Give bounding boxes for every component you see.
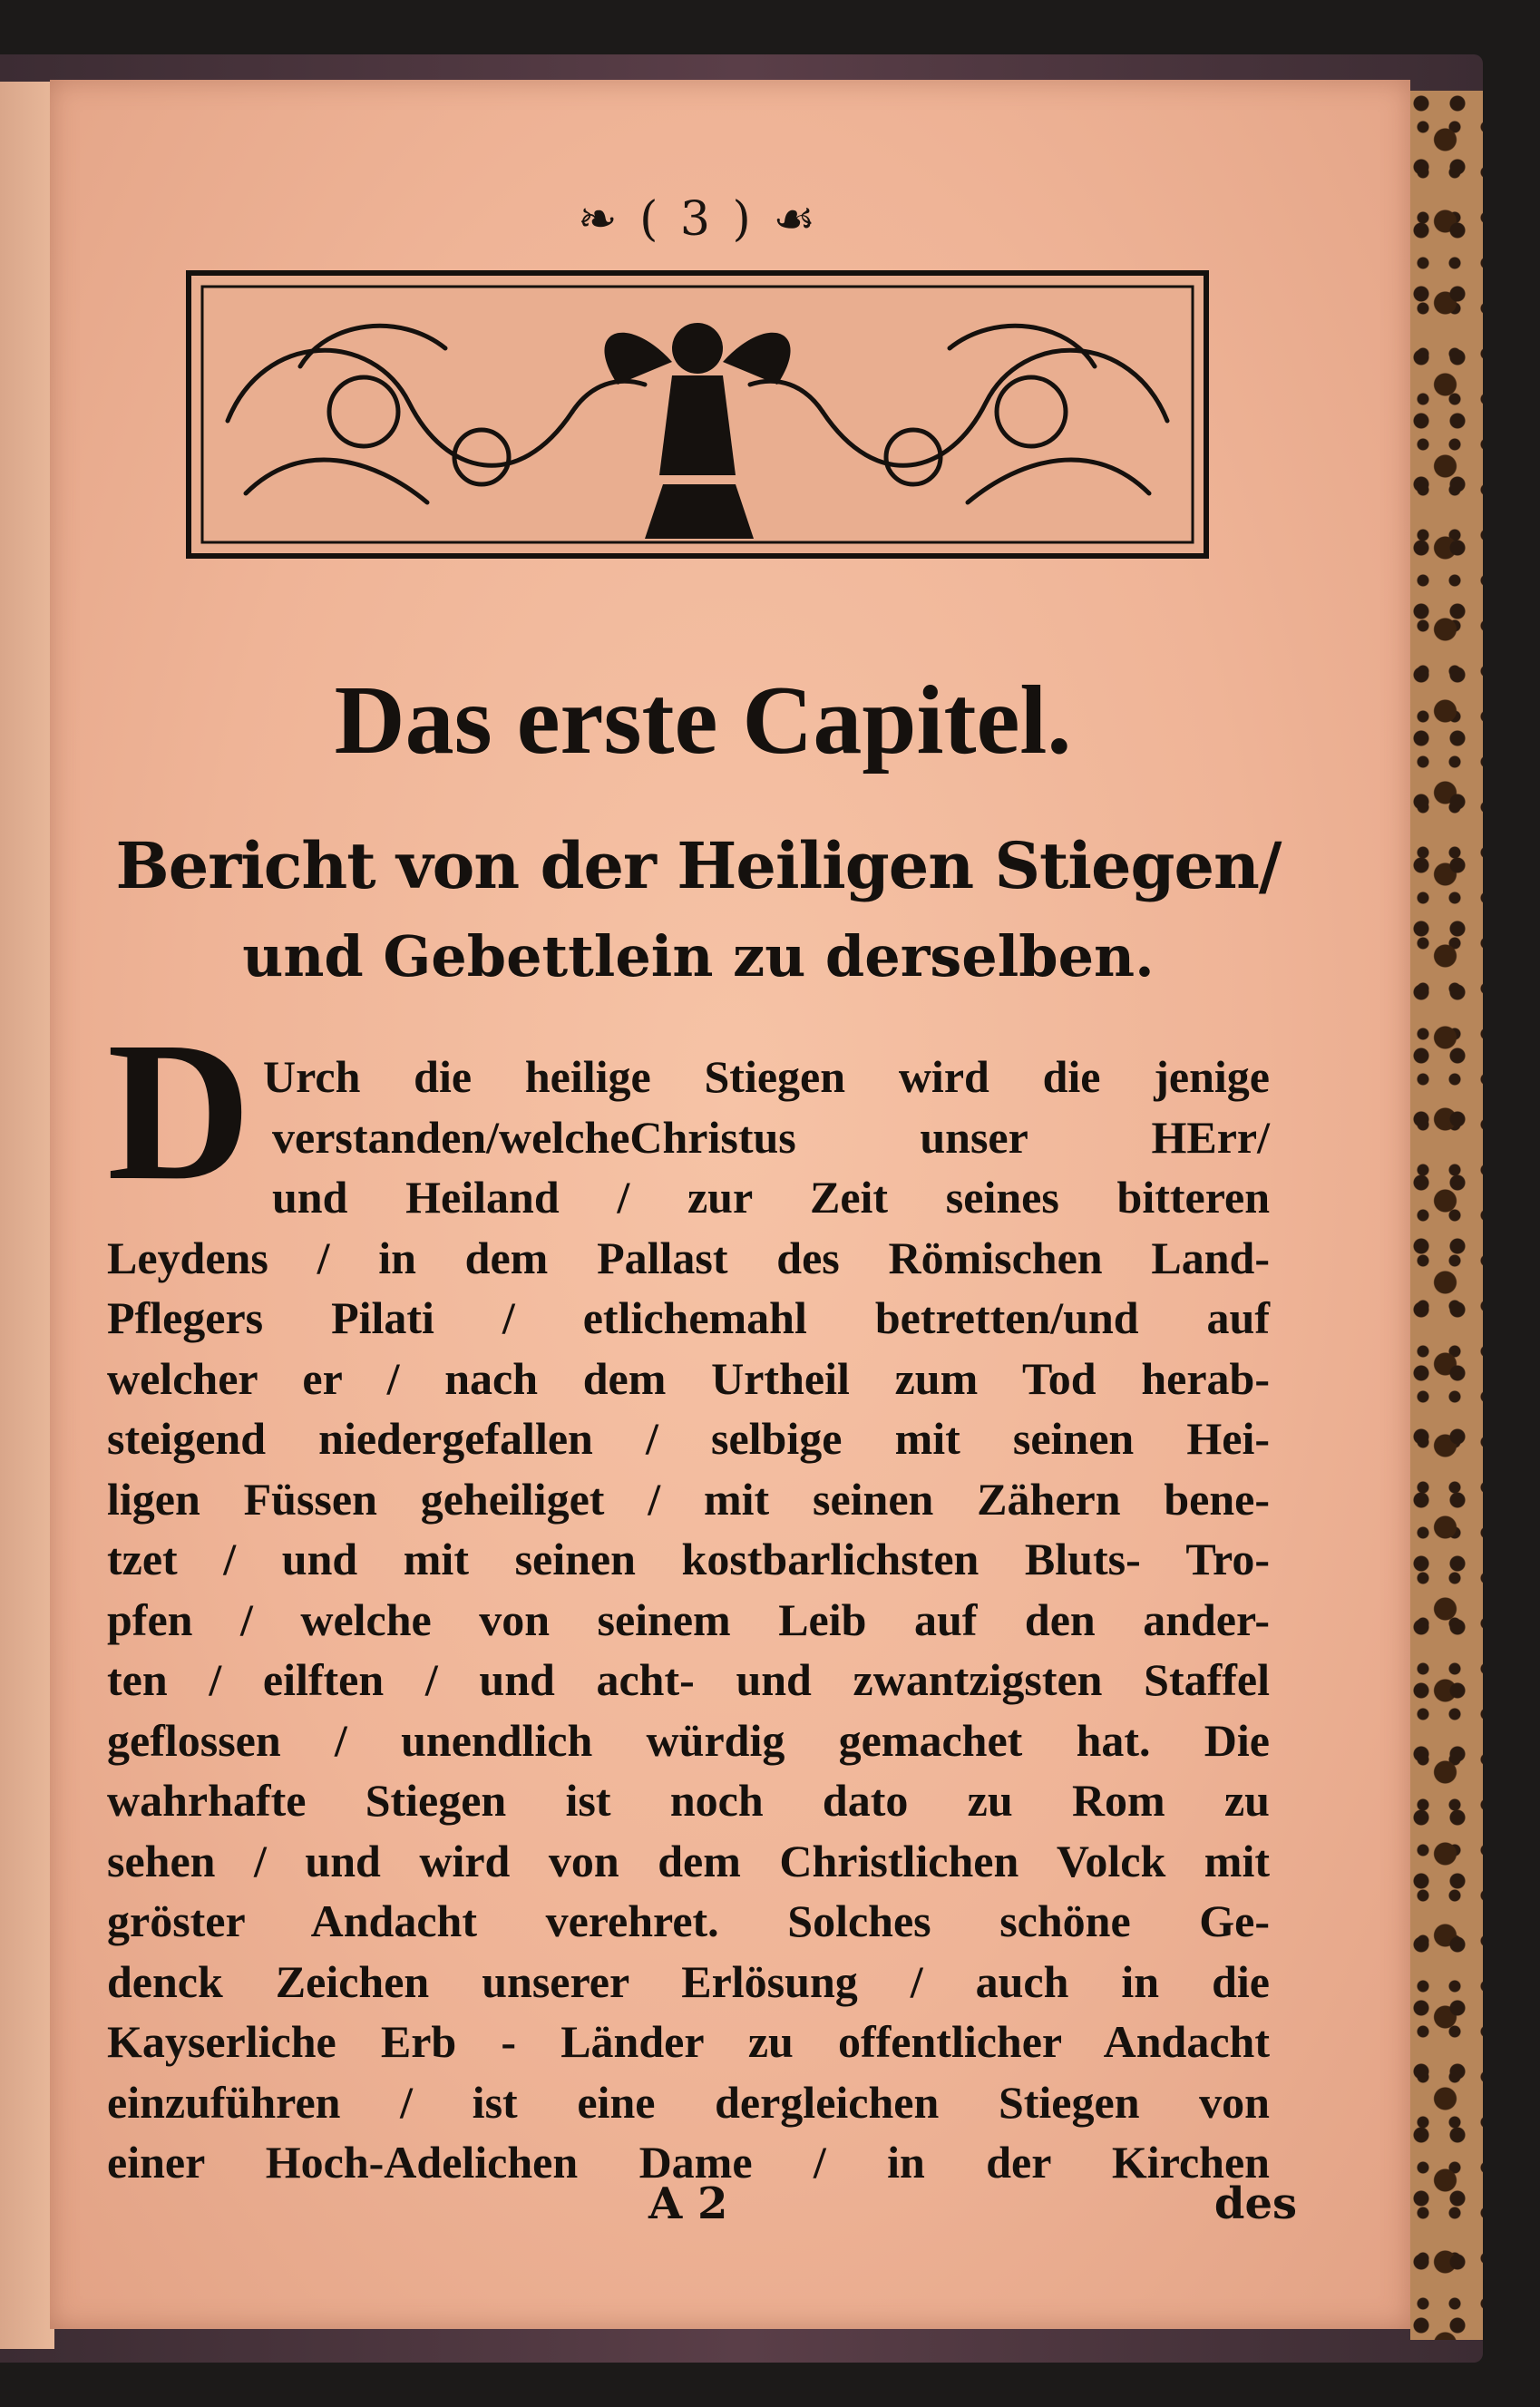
body-line: geflossen / unendlich würdig gemachet hat. Die [107,1715,1270,1766]
body-line: ligen Füssen geheiliget / mit seinen Zähern bene- [107,1474,1270,1525]
header-ornament-right-icon: ☙ [773,192,819,247]
facing-page-edge [0,82,54,2349]
body-line: Pflegers Pilati / etlichemahl betretten/und auf [107,1292,1270,1343]
drop-cap-initial: D [107,1000,251,1222]
marbled-edge [1410,91,1483,2340]
chapter-subtitle-line-2: und Gebettlein zu derselben. [242,923,1155,989]
signature-mark: A 2 [648,2178,728,2229]
body-line: gröster Andacht verehret. Solches schöne Ge- [107,1895,1270,1946]
body-line: sehen / und wird von dem Christlichen Volck mit [107,1836,1270,1886]
chapter-title: Das erste Capitel. [334,667,1072,775]
page-number: ( 3 ) [639,192,755,247]
body-line: einzuführen / ist eine dergleichen Stiegen von [107,2077,1270,2128]
body-line: steigend niedergefallen / selbige mit seinen Hei- [107,1413,1270,1464]
body-line: ten / eilften / und acht- und zwantzigsten Staffel [107,1654,1270,1705]
body-line: denck Zeichen unserer Erlösung / auch in die [107,1956,1270,2007]
body-line: einer Hoch-Adelichen Dame / in der Kirchen [107,2137,1270,2188]
body-line: pfen / welche von seinem Leib auf den ander- [107,1594,1270,1645]
chapter-subtitle-line-1: Bericht von der Heiligen Stiegen/ [115,828,1282,903]
page-header [508,192,889,256]
body-line: tzet / und mit seinen kostbarlichsten Bluts- Tro- [107,1534,1270,1584]
body-line: Urch die heilige Stiegen wird die jenige [263,1051,1270,1102]
body-line: verstanden/welcheChristus unser HErr/ [272,1112,1270,1163]
decorative-headpiece [186,270,1209,559]
header-ornament-left-icon: ❧ [578,192,621,247]
body-line: und Heiland / zur Zeit seines bitteren [272,1172,1270,1223]
catchword: des [1213,2178,1297,2229]
body-line: welcher er / nach dem Urtheil zum Tod herab- [107,1353,1270,1404]
body-line: Kayserliche Erb - Länder zu offentlicher Andacht [107,2016,1270,2067]
body-line: wahrhafte Stiegen ist noch dato zu Rom zu [107,1775,1270,1826]
body-line: Leydens / in dem Pallast des Römischen Land- [107,1233,1270,1283]
angel-scroll-ornament-icon [191,276,1204,553]
